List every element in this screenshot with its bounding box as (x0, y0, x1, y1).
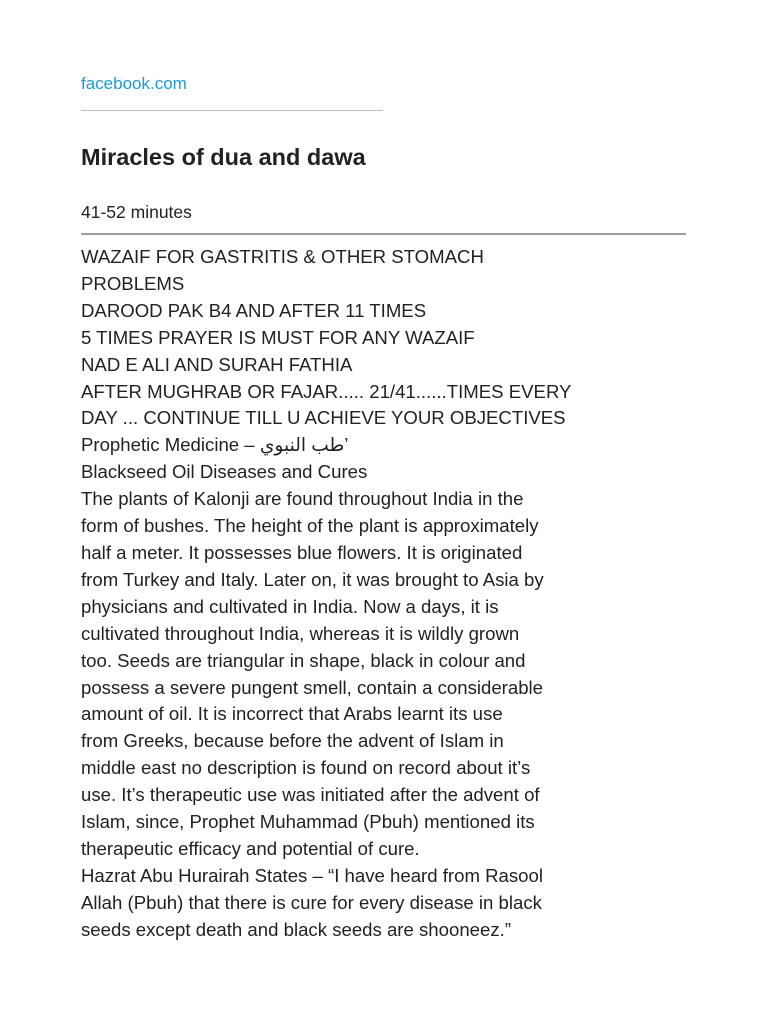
body-line: DAROOD PAK B4 AND AFTER 11 TIMES (81, 299, 427, 321)
body-line: cultivated throughout India, whereas it is wildly grown (81, 622, 520, 644)
prophetic-medicine-line (81, 432, 693, 459)
body-line: half a meter. It possesses blue flowers. It is originated (81, 541, 523, 563)
body-line: 5 TIMES PRAYER IS MUST FOR ANY WAZAIF (81, 326, 475, 348)
source-divider (81, 110, 383, 111)
article-body (81, 244, 693, 944)
body-line: WAZAIF FOR GASTRITIS & OTHER STOMACH (81, 246, 484, 267)
arabic-text: طب النبوي (259, 434, 345, 456)
body-line: physicians and cultivated in India. Now a days, it is (81, 595, 499, 617)
body-line: AFTER MUGHRAB OR FAJAR..... 21/41......TIMES EVERY (81, 380, 572, 402)
body-line: Blackseed Oil Diseases and Cures (81, 461, 368, 483)
body-line: possess a severe pungent smell, contain a considerable (81, 676, 544, 698)
body-line: NAD E ALI AND SURAH FATHIA (81, 353, 353, 375)
article-title: Miracles of dua and dawa (81, 144, 366, 170)
body-line: form of bushes. The height of the plant is approximately (81, 515, 539, 537)
body-line: therapeutic efficacy and potential of cure. (81, 837, 420, 859)
body-line: seeds except death and black seeds are shooneez.” (81, 918, 512, 940)
closing-quote: ’ (344, 434, 349, 456)
body-line: Hazrat Abu Hurairah States – “I have heard from Rasool (81, 864, 543, 886)
body-line: Allah (Pbuh) that there is cure for every disease in black (81, 891, 542, 913)
read-time: 41-52 minutes (81, 202, 192, 222)
body-line: from Greeks, because before the advent of Islam in (81, 730, 504, 752)
body-line: PROBLEMS (81, 272, 185, 294)
body-line: DAY ... CONTINUE TILL U ACHIEVE YOUR OBJECTIVES (81, 407, 566, 429)
body-line: too. Seeds are triangular in shape, black in colour and (81, 649, 526, 671)
body-line: Islam, since, Prophet Muhammad (Pbuh) mentioned its (81, 811, 535, 833)
body-line: The plants of Kalonji are found throughout India in the (81, 488, 524, 510)
body-line: amount of oil. It is incorrect that Arabs learnt its use (81, 703, 503, 725)
header-divider (81, 233, 686, 235)
body-line: use. It’s therapeutic use was initiated after the advent of (81, 784, 540, 806)
body-line: middle east no description is found on record about it’s (81, 757, 531, 779)
source-link[interactable]: facebook.com (81, 74, 187, 93)
prophetic-medicine-label: Prophetic Medicine – (81, 434, 260, 456)
body-line: from Turkey and Italy. Later on, it was brought to Asia by (81, 568, 544, 590)
